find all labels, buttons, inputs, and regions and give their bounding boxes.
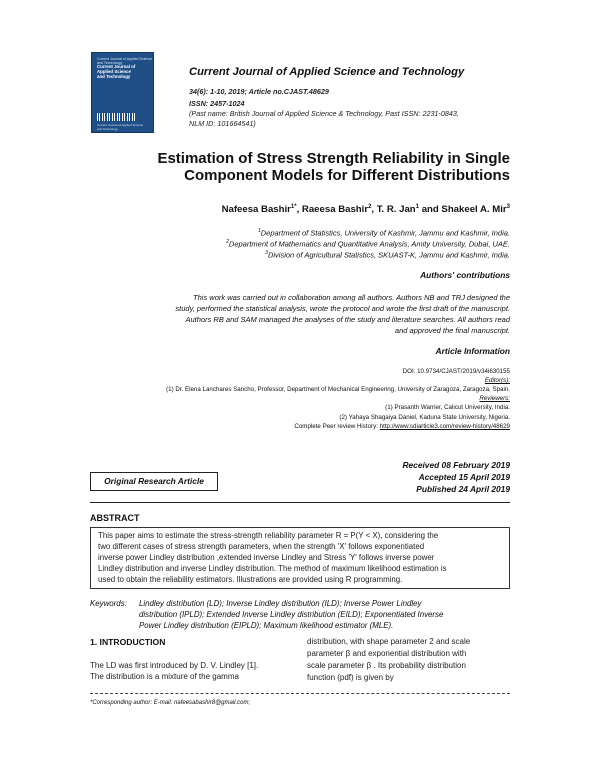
reviewer-entry: (1) Prasanth Warrier, Calicut University, India. (385, 404, 510, 411)
introduction-heading: 1. INTRODUCTION (90, 637, 166, 647)
intro-right-line: distribution, with shape parameter 2 and scale (307, 637, 471, 646)
article-info-heading: Article Information (435, 346, 510, 356)
intro-right-line: scale parameter β . Its probability distribution (307, 661, 466, 670)
received-date: Received 08 February 2019 (402, 460, 510, 470)
review-history-link[interactable]: http://www.sdiarticle3.com/review-history/48629 (379, 423, 510, 430)
cover-top-text: Current Journal of Applied Science and Technology (97, 57, 153, 65)
review-history: Complete Peer review History: http://www.sdiarticle3.com/review-history/48629 (294, 423, 510, 430)
journal-cover-image (91, 52, 154, 133)
intro-left-line: The LD was first introduced by D. V. Lindley [1]. (90, 661, 259, 670)
affiliation-1: $^1$Department of Statistics, University of Kashmir, Jammu and Kashmir, India. (257, 228, 510, 238)
paper-title-line-2: Component Models for Different Distributions (184, 167, 510, 184)
reviewers-label: Reviewers: (479, 395, 510, 402)
author-list: Nafeesa Bashir$^{1*}$, Raeesa Bashir$^2$, T. R. Jan$^1$ and Shakeel A. Mir$^3$ (221, 204, 510, 216)
abstract-line: Lindley distribution and inverse Lindley distribution. The method of maximum likelihood estimation is (98, 564, 447, 573)
paper-title-line-1: Estimation of Stress Strength Reliability in Single (157, 150, 510, 167)
affiliation-3: $^3$Division of Agricultural Statistics, SKUAST-K, Jammu and Kashmir, India. (265, 250, 510, 260)
abstract-line: inverse power Lindley distribution ,extended inverse Lindley and Stress 'Y' follows inverse power (98, 553, 435, 562)
doi: DOI: 10.9734/CJAST/2019/v34i630155 (402, 368, 510, 375)
editor-entry: (1) Dr. Elena Lanchares Sancho, Professor, Department of Mechanical Engineering, University of Zaragoza, Zaragoza, Spain. (166, 386, 510, 393)
abstract-heading: ABSTRACT (90, 513, 140, 523)
journal-issn: ISSN: 2457-1024 (189, 99, 245, 108)
contributions-line: study, performed the statistical analysis, wrote the protocol and wrote the first draft of the manuscript. (175, 304, 510, 313)
footnote-divider (90, 693, 510, 694)
published-date: Published 24 April 2019 (416, 484, 510, 494)
reviewer-entry: (2) Yahaya Shagaiya Daniel, Kaduna State University, Nigeria. (339, 414, 510, 421)
keywords-line: Lindley distribution (LD); Inverse Lindley distribution (ILD); Inverse Power Lindley (139, 599, 422, 608)
intro-left-line: The distribution is a mixture of the gamma (90, 672, 239, 681)
editors-label: Editor(s): (484, 377, 510, 384)
abstract-box (90, 527, 510, 589)
contributions-line: Authors RB and SAM managed the analyses of the study and literature searches. All authors read (185, 315, 510, 324)
abstract-line: two different cases of stress strength parameters, when the strength 'X' follows exponentiated (98, 542, 425, 551)
contributions-heading: Authors' contributions (420, 270, 510, 280)
contributions-line: This work was carried out in collaboration among all authors. Authors NB and TRJ designed the (193, 293, 510, 302)
intro-right-line: function (pdf) is given by (307, 673, 394, 682)
divider (90, 502, 510, 503)
cover-title: Current Journal of Applied Science and Technology (97, 64, 136, 79)
abstract-line: used to obtain the reliability estimators. Illustrations are provided using R programming. (98, 575, 403, 584)
intro-right-line: parameter β and exponential distribution with (307, 649, 467, 658)
cover-bottom-text: Current Journal of Applied Science and Technology (97, 123, 144, 131)
cover-barcode (97, 113, 137, 121)
footnote: *Corresponding author: E-mail: nafeesabashir8@gmail.com; (90, 700, 251, 706)
affiliation-2: $^2$Department of Mathematics and Quantitative Analysis, Amity University, Dubai, UAE. (226, 239, 510, 249)
abstract-line: This paper aims to estimate the stress-strength reliability parameter R = P(Y < X), considering the (98, 531, 439, 540)
journal-nlm-id: NLM ID: 101664541) (189, 119, 256, 128)
contributions-line: and approved the final manuscript. (394, 326, 510, 335)
keywords-label: Keywords: (90, 599, 127, 608)
journal-past-name: (Past name: British Journal of Applied Science & Technology, Past ISSN: 2231-0843, (189, 109, 459, 118)
keywords-line: distribution (IPLD); Extended Inverse Lindley distribution (EILD); Exponentiated Inverse (139, 610, 444, 619)
journal-issue: 34(6): 1-10, 2019; Article no.CJAST.48629 (189, 87, 329, 96)
journal-name: Current Journal of Applied Science and Technology (189, 66, 465, 78)
keywords-line: Power Lindley distribution (EIPLD); Maximum likelihood estimator (MLE). (139, 621, 394, 630)
article-type-box: Original Research Article (90, 472, 218, 491)
accepted-date: Accepted 15 April 2019 (418, 472, 510, 482)
